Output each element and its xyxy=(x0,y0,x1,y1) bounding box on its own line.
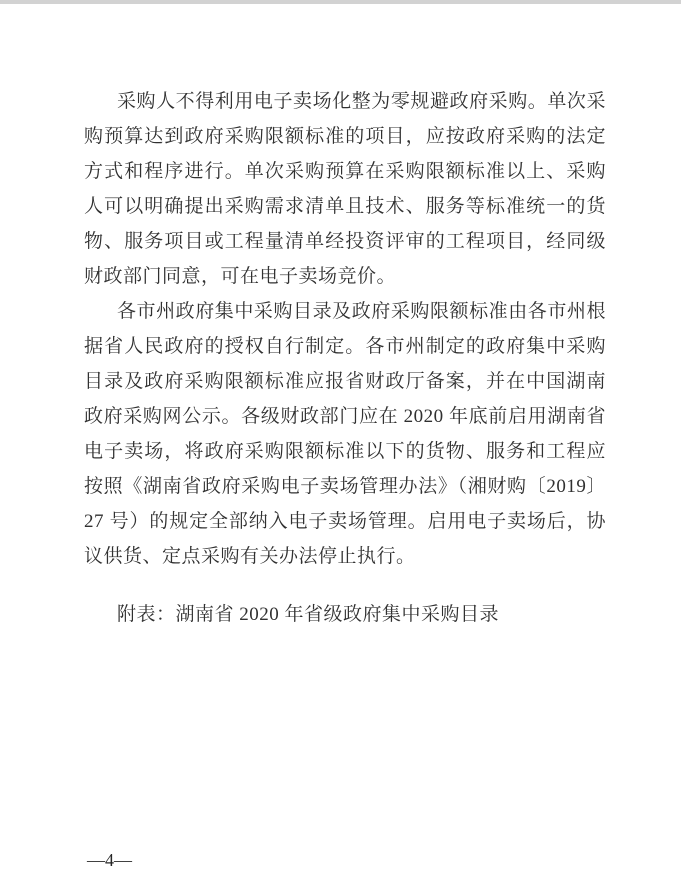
page-number: —4— xyxy=(87,850,132,870)
attachment-note: 附表：湖南省 2020 年省级政府集中采购目录 xyxy=(117,604,500,625)
document-body xyxy=(84,84,606,632)
scan-top-edge-strip xyxy=(0,0,681,4)
paragraph-city-catalog-rules: 各市州政府集中采购目录及政府采购限额标准由各市州根据省人民政府的授权自行制定。各市州制定的政府集中采购目录及政府采购限额标准应报省财政厅备案，并在中国湖南政府采购网公示。各级财政部门应在 2020 年底前启用湖南省电子卖场，将政府采购限额标准以下的货物、服务和工程应按照《湖南省政府采购电子卖场管理办法》（湘财购〔2019〕27 号）的规定全部纳入电子卖场管理。启用电子卖场后，协议供货、定点采购有关办法停止执行。 xyxy=(84,301,606,567)
paragraph-electronic-mall-rules: 采购人不得利用电子卖场化整为零规避政府采购。单次采购预算达到政府采购限额标准的项目，应按政府采购的法定方式和程序进行。单次采购预算在采购限额标准以上、采购人可以明确提出采购需求清单且技术、服务等标准统一的货物、服务项目或工程量清单经投资评审的工程项目，经同级财政部门同意，可在电子卖场竞价。 xyxy=(84,91,606,287)
